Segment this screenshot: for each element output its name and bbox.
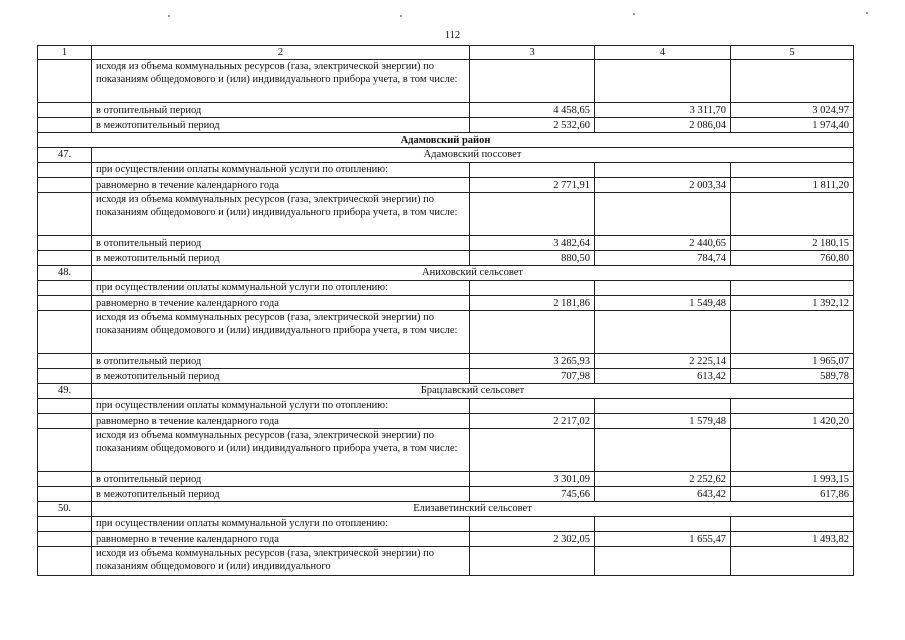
row-number-cell: [38, 414, 92, 429]
table-row: [38, 178, 854, 193]
value-col4: 643,42: [595, 487, 731, 502]
row-label: равномерно в течение календарного года: [92, 296, 470, 311]
table-row: [38, 517, 854, 532]
row-label: в межотопительный период: [92, 251, 470, 266]
value-col5: [731, 60, 854, 103]
table-row: [38, 60, 854, 103]
row-number-cell: [38, 163, 92, 178]
row-number-cell: [38, 429, 92, 472]
row-number: 47.: [38, 148, 92, 163]
value-col5: 1 392,12: [731, 296, 854, 311]
value-col5: 617,86: [731, 487, 854, 502]
table-row: [38, 296, 854, 311]
scan-speck: [866, 12, 868, 14]
row-label: равномерно в течение календарного года: [92, 414, 470, 429]
value-col3: 3 265,93: [470, 354, 595, 369]
table-row: [38, 103, 854, 118]
row-label: при осуществлении оплаты коммунальной услуги по отоплению:: [92, 163, 470, 178]
row-label: исходя из объема коммунальных ресурсов (газа, электрической энергии) по показаниям общедомового и (или) индивидуального прибора учета, в том числе:: [92, 193, 470, 236]
value-col4: 3 311,70: [595, 103, 731, 118]
table-row: [38, 311, 854, 354]
table-row: [38, 251, 854, 266]
value-col3: 4 458,65: [470, 103, 595, 118]
value-col3: 2 532,60: [470, 118, 595, 133]
row-number: 50.: [38, 502, 92, 517]
municipality-row: [38, 266, 854, 281]
scan-speck: [168, 15, 170, 17]
row-number-cell: [38, 193, 92, 236]
table-row: [38, 163, 854, 178]
value-col5: [731, 399, 854, 414]
value-col4: [595, 60, 731, 103]
table-row: [38, 399, 854, 414]
row-label: в межотопительный период: [92, 369, 470, 384]
value-col3: 3 482,64: [470, 236, 595, 251]
row-label: исходя из объема коммунальных ресурсов (газа, электрической энергии) по показаниям общедомового и (или) индивидуального: [92, 547, 470, 576]
municipality-row: [38, 502, 854, 517]
row-number-cell: [38, 281, 92, 296]
table-row: [38, 354, 854, 369]
column-header: 2: [92, 46, 470, 60]
row-label: в отопительный период: [92, 236, 470, 251]
value-col3: [470, 311, 595, 354]
value-col4: [595, 399, 731, 414]
municipality-name: Елизаветинский сельсовет: [92, 502, 854, 517]
table-row: [38, 429, 854, 472]
value-col5: 1 965,07: [731, 354, 854, 369]
value-col5: [731, 193, 854, 236]
row-label: исходя из объема коммунальных ресурсов (газа, электрической энергии) по показаниям общедомового и (или) индивидуального прибора учета, в том числе:: [92, 429, 470, 472]
value-col4: [595, 517, 731, 532]
row-number: 49.: [38, 384, 92, 399]
value-col4: [595, 281, 731, 296]
row-label: исходя из объема коммунальных ресурсов (газа, электрической энергии) по показаниям общедомового и (или) индивидуального прибора учета, в том числе:: [92, 311, 470, 354]
column-header: 5: [731, 46, 854, 60]
value-col4: [595, 193, 731, 236]
row-label: в межотопительный период: [92, 118, 470, 133]
municipality-name: Адамовский поссовет: [92, 148, 854, 163]
row-label: в отопительный период: [92, 354, 470, 369]
value-col4: [595, 429, 731, 472]
column-header: 3: [470, 46, 595, 60]
value-col3: 707,98: [470, 369, 595, 384]
municipality-name: Брацлавский сельсовет: [92, 384, 854, 399]
value-col4: 2 440,65: [595, 236, 731, 251]
value-col3: [470, 193, 595, 236]
table-row: [38, 547, 854, 576]
row-number-cell: [38, 311, 92, 354]
row-label: равномерно в течение календарного года: [92, 178, 470, 193]
value-col3: [470, 60, 595, 103]
value-col3: 2 217,02: [470, 414, 595, 429]
row-number-cell: [38, 236, 92, 251]
value-col4: 1 579,48: [595, 414, 731, 429]
row-number-cell: [38, 517, 92, 532]
municipality-row: [38, 384, 854, 399]
value-col3: [470, 429, 595, 472]
table-row: [38, 236, 854, 251]
value-col3: [470, 399, 595, 414]
value-col3: 2 181,86: [470, 296, 595, 311]
table-row: [38, 118, 854, 133]
value-col3: 2 302,05: [470, 532, 595, 547]
table-row: [38, 281, 854, 296]
table-row: [38, 369, 854, 384]
page-number: 112: [444, 30, 461, 41]
value-col5: 1 811,20: [731, 178, 854, 193]
municipality-name: Аниховский сельсовет: [92, 266, 854, 281]
row-number-cell: [38, 369, 92, 384]
row-label: исходя из объема коммунальных ресурсов (газа, электрической энергии) по показаниям общедомового и (или) индивидуального прибора учета, в том числе:: [92, 60, 470, 103]
value-col4: 784,74: [595, 251, 731, 266]
row-number-cell: [38, 487, 92, 502]
value-col3: [470, 517, 595, 532]
row-label: при осуществлении оплаты коммунальной услуги по отоплению:: [92, 399, 470, 414]
scan-speck: [400, 15, 402, 17]
value-col3: [470, 547, 595, 576]
value-col5: [731, 163, 854, 178]
value-col3: [470, 163, 595, 178]
value-col5: [731, 281, 854, 296]
table-row: [38, 193, 854, 236]
scan-speck: [633, 13, 635, 15]
table-row: [38, 487, 854, 502]
value-col3: 745,66: [470, 487, 595, 502]
table-row: [38, 532, 854, 547]
value-col4: 613,42: [595, 369, 731, 384]
value-col5: 1 493,82: [731, 532, 854, 547]
row-label: в отопительный период: [92, 103, 470, 118]
row-number-cell: [38, 354, 92, 369]
value-col3: 3 301,09: [470, 472, 595, 487]
row-number-cell: [38, 178, 92, 193]
value-col3: 2 771,91: [470, 178, 595, 193]
row-label: при осуществлении оплаты коммунальной услуги по отоплению:: [92, 281, 470, 296]
column-header: 1: [38, 46, 92, 60]
value-col5: 589,78: [731, 369, 854, 384]
value-col4: 1 549,48: [595, 296, 731, 311]
value-col4: [595, 547, 731, 576]
row-number-cell: [38, 296, 92, 311]
table-header-row: [38, 46, 854, 60]
value-col3: [470, 281, 595, 296]
row-number-cell: [38, 547, 92, 576]
row-number-cell: [38, 103, 92, 118]
value-col5: 760,80: [731, 251, 854, 266]
value-col5: [731, 547, 854, 576]
value-col5: 1 974,40: [731, 118, 854, 133]
row-number-cell: [38, 472, 92, 487]
row-number: 48.: [38, 266, 92, 281]
row-label: при осуществлении оплаты коммунальной услуги по отоплению:: [92, 517, 470, 532]
row-number-cell: [38, 399, 92, 414]
row-number-cell: [38, 532, 92, 547]
row-number-cell: [38, 60, 92, 103]
value-col3: 880,50: [470, 251, 595, 266]
district-name: Адамовский район: [38, 133, 854, 148]
value-col4: 1 655,47: [595, 532, 731, 547]
row-number-cell: [38, 251, 92, 266]
value-col5: 1 420,20: [731, 414, 854, 429]
table-row: [38, 414, 854, 429]
column-header: 4: [595, 46, 731, 60]
municipality-row: [38, 148, 854, 163]
value-col4: 2 003,34: [595, 178, 731, 193]
value-col4: 2 252,62: [595, 472, 731, 487]
row-label: в отопительный период: [92, 472, 470, 487]
value-col5: 1 993,15: [731, 472, 854, 487]
row-label: в межотопительный период: [92, 487, 470, 502]
value-col5: 2 180,15: [731, 236, 854, 251]
value-col4: 2 225,14: [595, 354, 731, 369]
value-col5: [731, 429, 854, 472]
value-col5: [731, 311, 854, 354]
district-row: [38, 133, 854, 148]
value-col5: [731, 517, 854, 532]
tariff-table: [37, 45, 854, 576]
table-row: [38, 472, 854, 487]
row-number-cell: [38, 118, 92, 133]
value-col4: 2 086,04: [595, 118, 731, 133]
row-label: равномерно в течение календарного года: [92, 532, 470, 547]
value-col5: 3 024,97: [731, 103, 854, 118]
value-col4: [595, 311, 731, 354]
value-col4: [595, 163, 731, 178]
